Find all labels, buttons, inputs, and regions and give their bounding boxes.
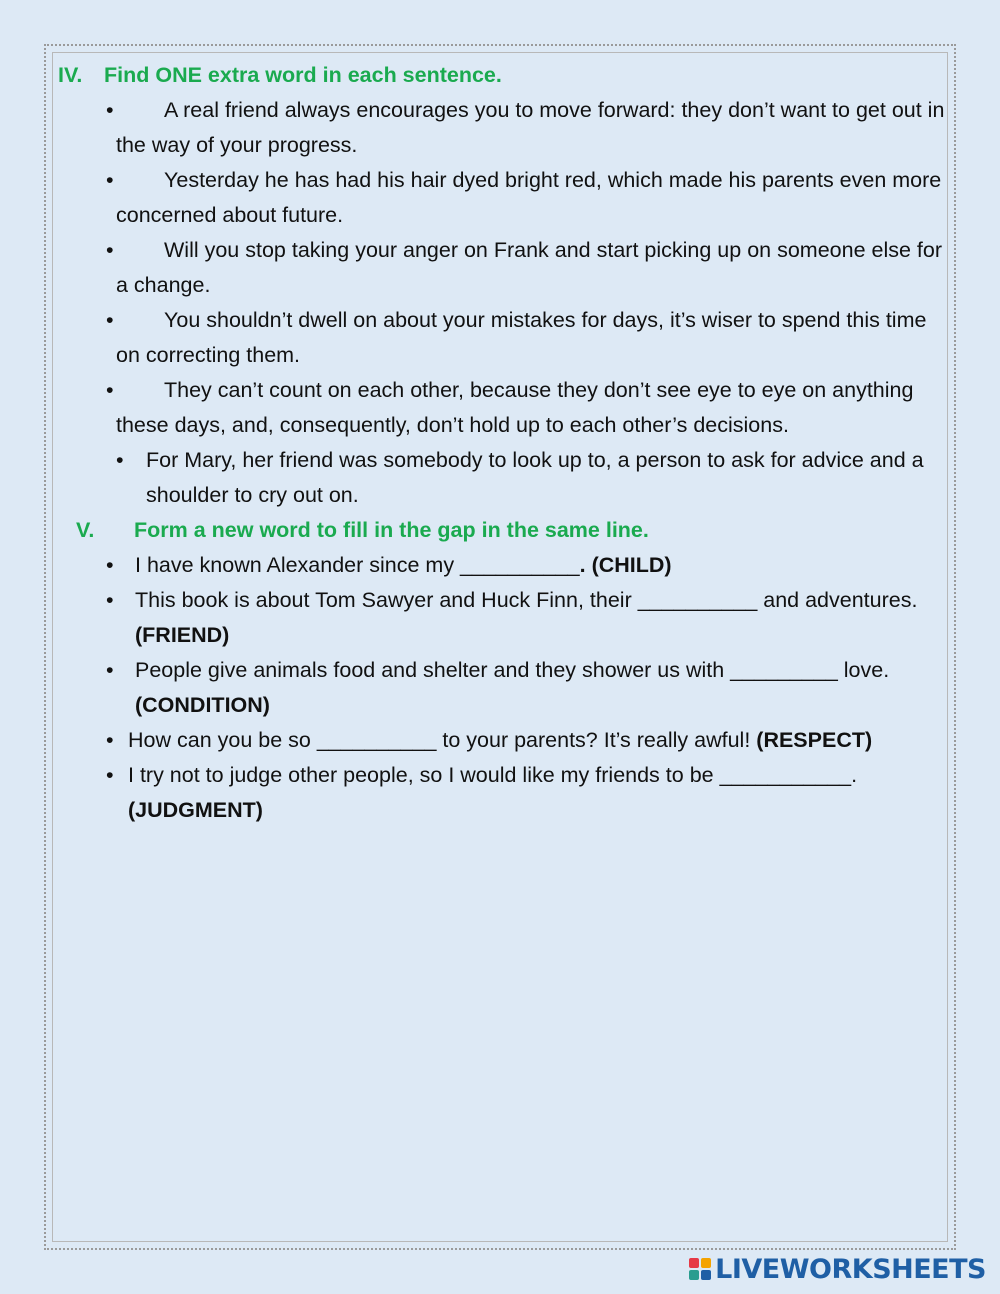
logo-text: LIVEWORKSHEETS	[715, 1253, 986, 1285]
bullet-icon: •	[106, 238, 114, 262]
sentence-text: I try not to judge other people, so I would like my friends to be ___________.	[128, 763, 858, 787]
list-item	[58, 583, 950, 653]
keyword: (FRIEND)	[135, 623, 230, 647]
list-item	[58, 758, 950, 828]
list-item	[58, 548, 950, 583]
worksheet-content	[58, 58, 950, 828]
bullet-icon: •	[106, 168, 114, 192]
liveworksheets-logo	[689, 1252, 986, 1286]
section-4-heading	[58, 58, 950, 93]
section-4-title: Find ONE extra word in each sentence.	[104, 63, 502, 87]
bullet-icon: •	[106, 658, 114, 682]
keyword: . (CHILD)	[579, 553, 672, 577]
bullet-icon: •	[106, 308, 114, 332]
sentence-text: For Mary, her friend was somebody to look up to, a person to ask for advice and a shoulder to cry out on.	[146, 448, 924, 507]
sentence-text: You shouldn’t dwell on about your mistakes for days, it’s wiser to spend this time on correcting them.	[116, 308, 927, 367]
list-item	[58, 443, 950, 513]
section-5-number: V.	[76, 518, 95, 542]
sentence-text: This book is about Tom Sawyer and Huck Finn, their __________ and adventures.	[135, 588, 918, 612]
list-item	[58, 163, 950, 233]
keyword: (RESPECT)	[756, 728, 873, 752]
bullet-icon: •	[106, 588, 114, 612]
sentence-text: People give animals food and shelter and they shower us with _________ love.	[135, 658, 890, 682]
sentence-text: A real friend always encourages you to move forward: they don’t want to get out in the way of your progress.	[116, 98, 945, 157]
bullet-icon: •	[106, 728, 114, 752]
sentence-text: Yesterday he has had his hair dyed bright red, which made his parents even more concerned about future.	[116, 168, 942, 227]
keyword: (CONDITION)	[135, 693, 270, 717]
bullet-icon: •	[106, 763, 114, 787]
sentence-text: Will you stop taking your anger on Frank and start picking up on someone else for a change.	[116, 238, 942, 297]
section-5-heading	[76, 513, 950, 548]
list-item	[58, 723, 950, 758]
logo-mark-icon	[689, 1258, 711, 1280]
list-item	[58, 653, 950, 723]
bullet-icon: •	[106, 553, 114, 577]
list-item	[58, 373, 950, 443]
list-item	[58, 303, 950, 373]
list-item	[58, 233, 950, 303]
keyword: (JUDGMENT)	[128, 798, 263, 822]
bullet-icon: •	[116, 448, 124, 472]
section-4-number: IV.	[58, 63, 83, 87]
section-5-title: Form a new word to fill in the gap in the same line.	[134, 518, 649, 542]
bullet-icon: •	[106, 378, 114, 402]
bullet-icon: •	[106, 98, 114, 122]
sentence-text: They can’t count on each other, because they don’t see eye to eye on anything these days, and, consequently, don’t hold up to each other’s decisions.	[116, 378, 914, 437]
sentence-text: I have known Alexander since my __________	[135, 553, 580, 577]
sentence-text: How can you be so __________ to your parents? It’s really awful!	[128, 728, 757, 752]
list-item	[58, 93, 950, 163]
